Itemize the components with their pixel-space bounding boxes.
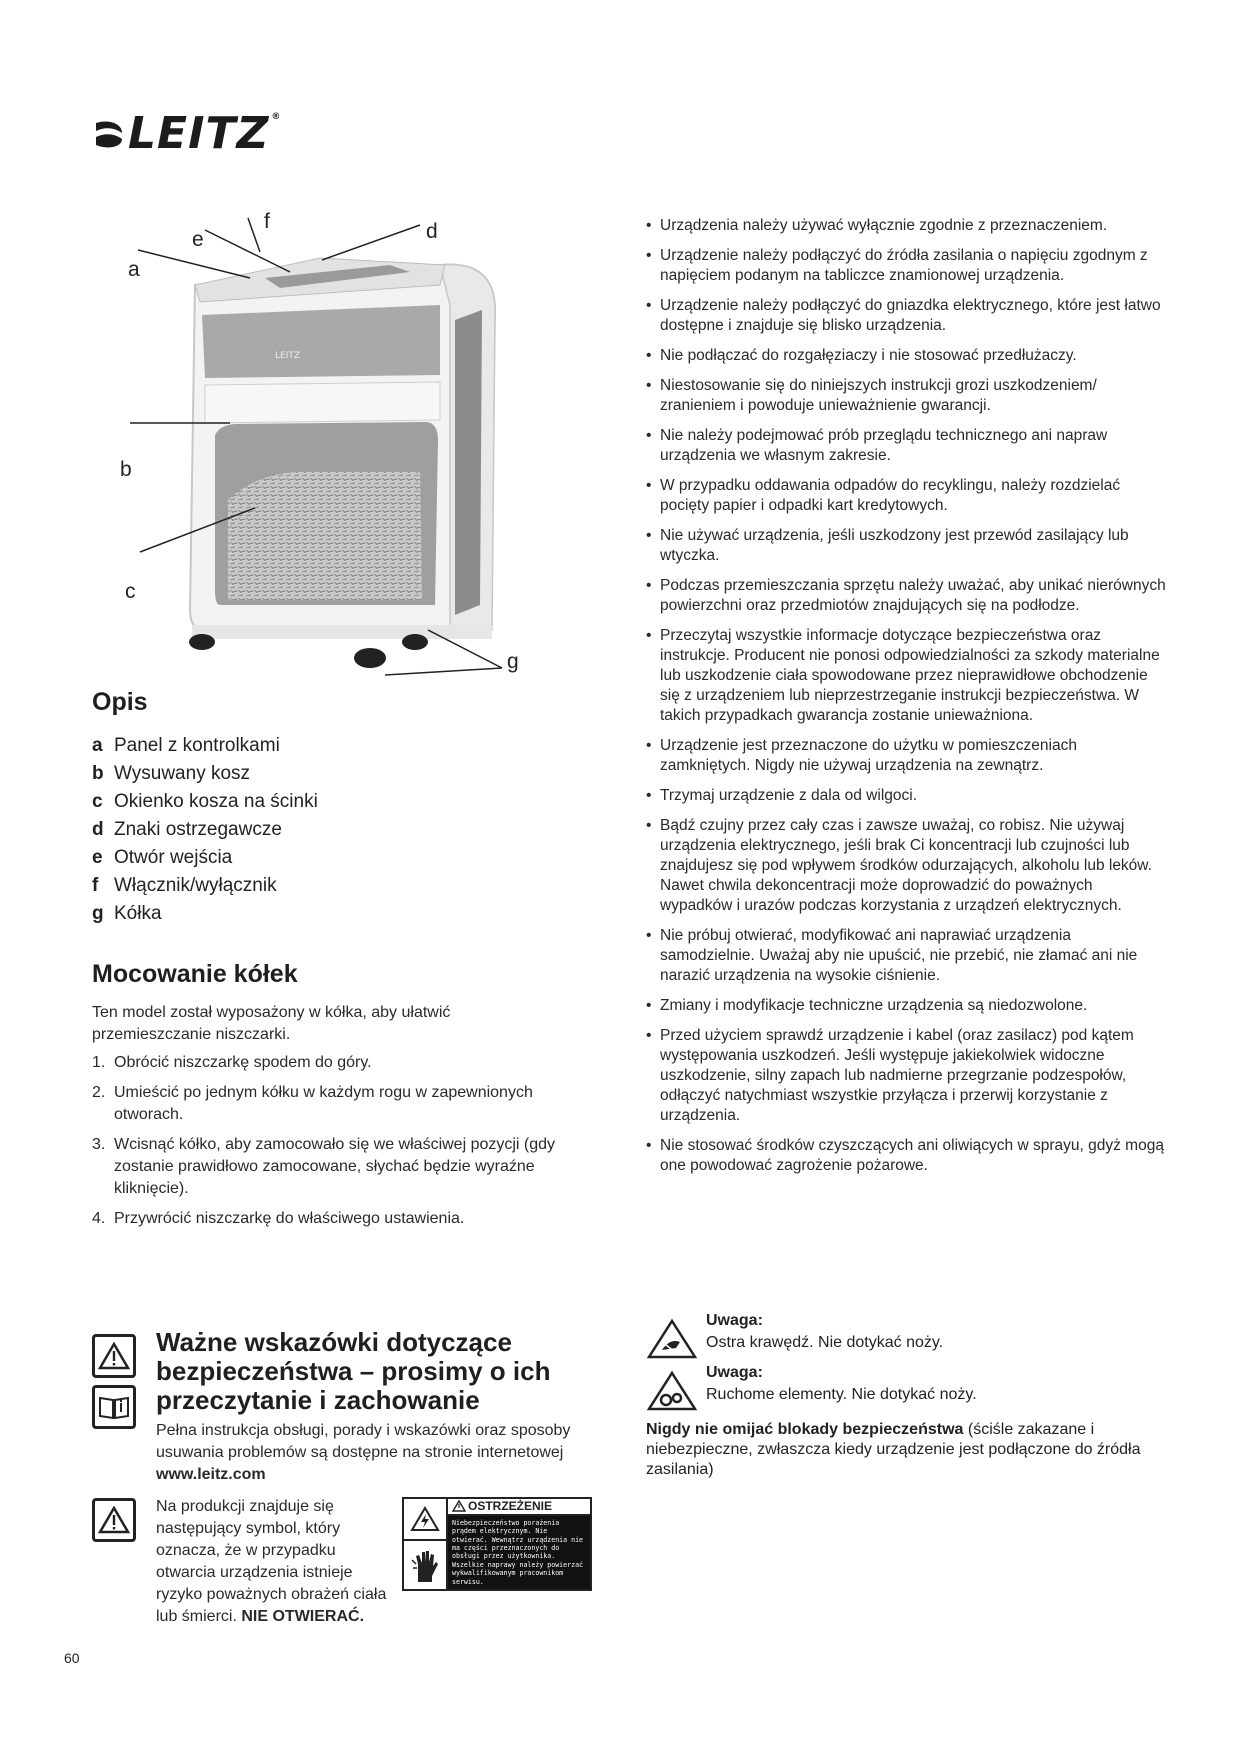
leader-e [205, 230, 290, 272]
description-item: b Wysuwany kosz [92, 763, 251, 784]
symbol-text: Na produkcji znajduje się następujący symbol, który oznacza, że w przypadku otwarcia urządzenia istnieje ryzyko poważnych obrażeń ciała lub śmierci. NIE OTWIERAĆ. [156, 1498, 387, 1625]
list-item: • Urządzenie należy podłączyć do gniazdka elektrycznego, które jest łatwo dostępne i znajduje się blisko urządzenia. [646, 297, 1161, 334]
brand-name: LEITZ [128, 108, 270, 159]
moving-parts-warning-icon [646, 1370, 698, 1417]
list-item: • Nie używać urządzenia, jeśli uszkodzony jest przewód zasilający lub wtyczka. [646, 527, 1129, 564]
brand-reg: ® [271, 112, 282, 122]
list-item: 3. Wcisnąć kółko, aby zamocowało się we właściwej pozycji (gdy zostanie prawidłowo zamocowane, słychać będzie wyraźne kliknięcie). [92, 1136, 556, 1197]
shredder-logo-text: LEITZ [275, 351, 301, 361]
list-item: • Nie podłączać do rozgałęziaczy i nie stosować przedłużaczy. [646, 347, 1077, 364]
list-item: • Nie próbuj otwierać, modyfikować ani naprawiać urządzenia samodzielnie. Uważaj aby nie upuścić, nie przebić, nie złamać ani nie narazić urządzenia na wysokie ciśnienie. [646, 927, 1138, 984]
list-item: • Urządzenia należy używać wyłącznie zgodnie z przeznaczeniem. [646, 217, 1108, 234]
figure-label-a: a [128, 258, 140, 281]
list-item: • Trzymaj urządzenie z dala od wilgoci. [646, 787, 918, 804]
leader-a [138, 250, 250, 278]
list-item: • Urządzenie należy podłączyć do źródła zasilania o napięciu zgodnym z napięciem podanym na tabliczce znamionowej urządzenia. [646, 247, 1148, 284]
list-item: • Nie stosować środków czyszczących ani oliwiących w sprayu, gdyż mogą one powodować zagrożenie pożarowe. [646, 1137, 1164, 1174]
manual-book-icon [92, 1385, 136, 1429]
leitz-logo [92, 108, 281, 159]
caution-1: Uwaga: Ostra krawędź. Nie dotykać noży. [706, 1312, 944, 1351]
list-item: • Niestosowanie się do niniejszych instrukcji grozi uszkodzeniem/ zranieniem i powoduje unieważnienie gwarancji. [646, 377, 1097, 414]
list-item: 4. Przywrócić niszczarkę do właściwego ustawienia. [92, 1210, 465, 1227]
description-item: g Kółka [92, 903, 162, 924]
interlock-note: Nigdy nie omijać blokady bezpieczeństwa (ściśle zakazane i niebezpieczne, zwłaszcza kiedy urządzenie jest podłączone do źródła zasilania) [646, 1421, 1141, 1478]
description-item: c Okienko kosza na ścinki [92, 791, 318, 812]
leader-g1 [385, 668, 502, 675]
leader-f [248, 218, 260, 252]
warning-small-icon [452, 1500, 466, 1512]
list-item: 1. Obrócić niszczarkę spodem do góry. [92, 1054, 372, 1071]
warning-label-icons [404, 1499, 448, 1589]
list-item: • Nie należy podejmować prób przeglądu technicznego ani napraw urządzenia we własnym zakresie. [646, 427, 1108, 464]
safety-title: Ważne wskazówki dotyczące bezpieczeństwa – prosimy o ich przeczytanie i zachowanie [156, 1327, 551, 1415]
description-item: e Otwór wejścia [92, 847, 233, 868]
no-touch-hand-icon [404, 1541, 446, 1589]
warning-label [402, 1497, 592, 1591]
list-item: • Urządzenie jest przeznaczone do użytku w pomieszczeniach zamkniętych. Nigdy nie używaj urządzenia na zewnątrz. [646, 737, 1077, 774]
warning-triangle-icon [92, 1498, 136, 1542]
caution-2: Uwaga: Ruchome elementy. Nie dotykać noży. [706, 1364, 977, 1403]
shredder-illustration [110, 210, 550, 690]
list-item: • W przypadku oddawania odpadów do recyklingu, należy rozdzielać pocięty papier i odpadki kart kredytowych. [646, 477, 1121, 514]
description-list [92, 732, 318, 928]
sharp-edge-warning-icon [646, 1318, 698, 1365]
wheels-intro: Ten model został wyposażony w kółka, aby ułatwić przemieszczanie niszczarki. [92, 1004, 451, 1043]
list-item: • Bądź czujny przez cały czas i zawsze uważaj, co robisz. Nie używaj urządzenia elektrycznego, jeśli brak Ci koncentracji lub czujności lub znajdujesz się pod wpływem środków odurzających, alkoholu lub leków. Nawet chwila dekoncentracji może doprowadzić do poważnych wypadków i urazów podczas korzystania z urządzeń elektrycznych. [646, 817, 1152, 914]
description-item: d Znaki ostrzegawcze [92, 819, 282, 840]
leitz-swoosh-icon [92, 117, 126, 151]
figure-label-e: e [192, 228, 204, 251]
safety-intro: Pełna instrukcja obsługi, porady i wskazówki oraz sposoby usuwania problemów są dostępne na stronie internetowej www.leitz.com [156, 1422, 571, 1483]
page-number: 60 [64, 1650, 80, 1666]
wheels-title: Mocowanie kółek [92, 960, 298, 988]
warning-label-body: Niebezpieczeństwo porażenia prądem elektrycznym. Nie otwierać. Wewnątrz urządzenia nie ma części przeznaczonych do obsługi przez użytkownika. Wszelkie naprawy należy powierzać wykwalifikowanym pracownikom serwisu. [448, 1516, 590, 1589]
safety-bullets [646, 216, 1166, 1186]
warning-label-heading: OSTRZEŻENIE [448, 1499, 590, 1516]
list-item: • Podczas przemieszczania sprzętu należy uważać, aby unikać nierównych powierzchni oraz przedmiotów znajdujących się na podłodze. [646, 577, 1166, 614]
wheels-steps [92, 1052, 582, 1238]
figure-label-g: g [507, 650, 519, 673]
list-item: • Przed użyciem sprawdź urządzenie i kabel (oraz zasilacz) pod kątem występowania uszkodzeń. Jeśli występuje jakiekolwiek widoczne uszkodzenie, silny zapach lub nadmierne przegrzanie podzespołów, odłączyć natychmiast wszystkie przyłącza i przerwij korzystanie z urządzenia. [646, 1027, 1134, 1124]
figure-label-f: f [264, 210, 270, 233]
website-link[interactable]: www.leitz.com [156, 1466, 266, 1483]
electric-hazard-icon [404, 1499, 446, 1541]
figure-label-c: c [125, 580, 136, 603]
figure-label-d: d [426, 220, 438, 243]
list-item: 2. Umieścić po jednym kółku w każdym rogu w zapewnionych otworach. [92, 1084, 533, 1123]
list-item: • Zmiany i modyfikacje techniczne urządzenia są niedozwolone. [646, 997, 1088, 1014]
description-item: a Panel z kontrolkami [92, 735, 280, 756]
description-title: Opis [92, 688, 148, 716]
list-item: • Przeczytaj wszystkie informacje dotyczące bezpieczeństwa oraz instrukcje. Producent nie ponosi odpowiedzialności za szkody materialne lub uszkodzenie ciała spowodowane przez nieprawidłowe obchodzenie się z urządzeniem lub nieprzestrzeganie instrukcji bezpieczeństwa. W takich przypadkach gwarancja zostanie unieważniona. [646, 627, 1160, 724]
leader-d [322, 225, 420, 260]
figure-label-b: b [120, 458, 132, 481]
warning-triangle-icon [92, 1334, 136, 1378]
description-item: f Włącznik/wyłącznik [92, 875, 277, 896]
